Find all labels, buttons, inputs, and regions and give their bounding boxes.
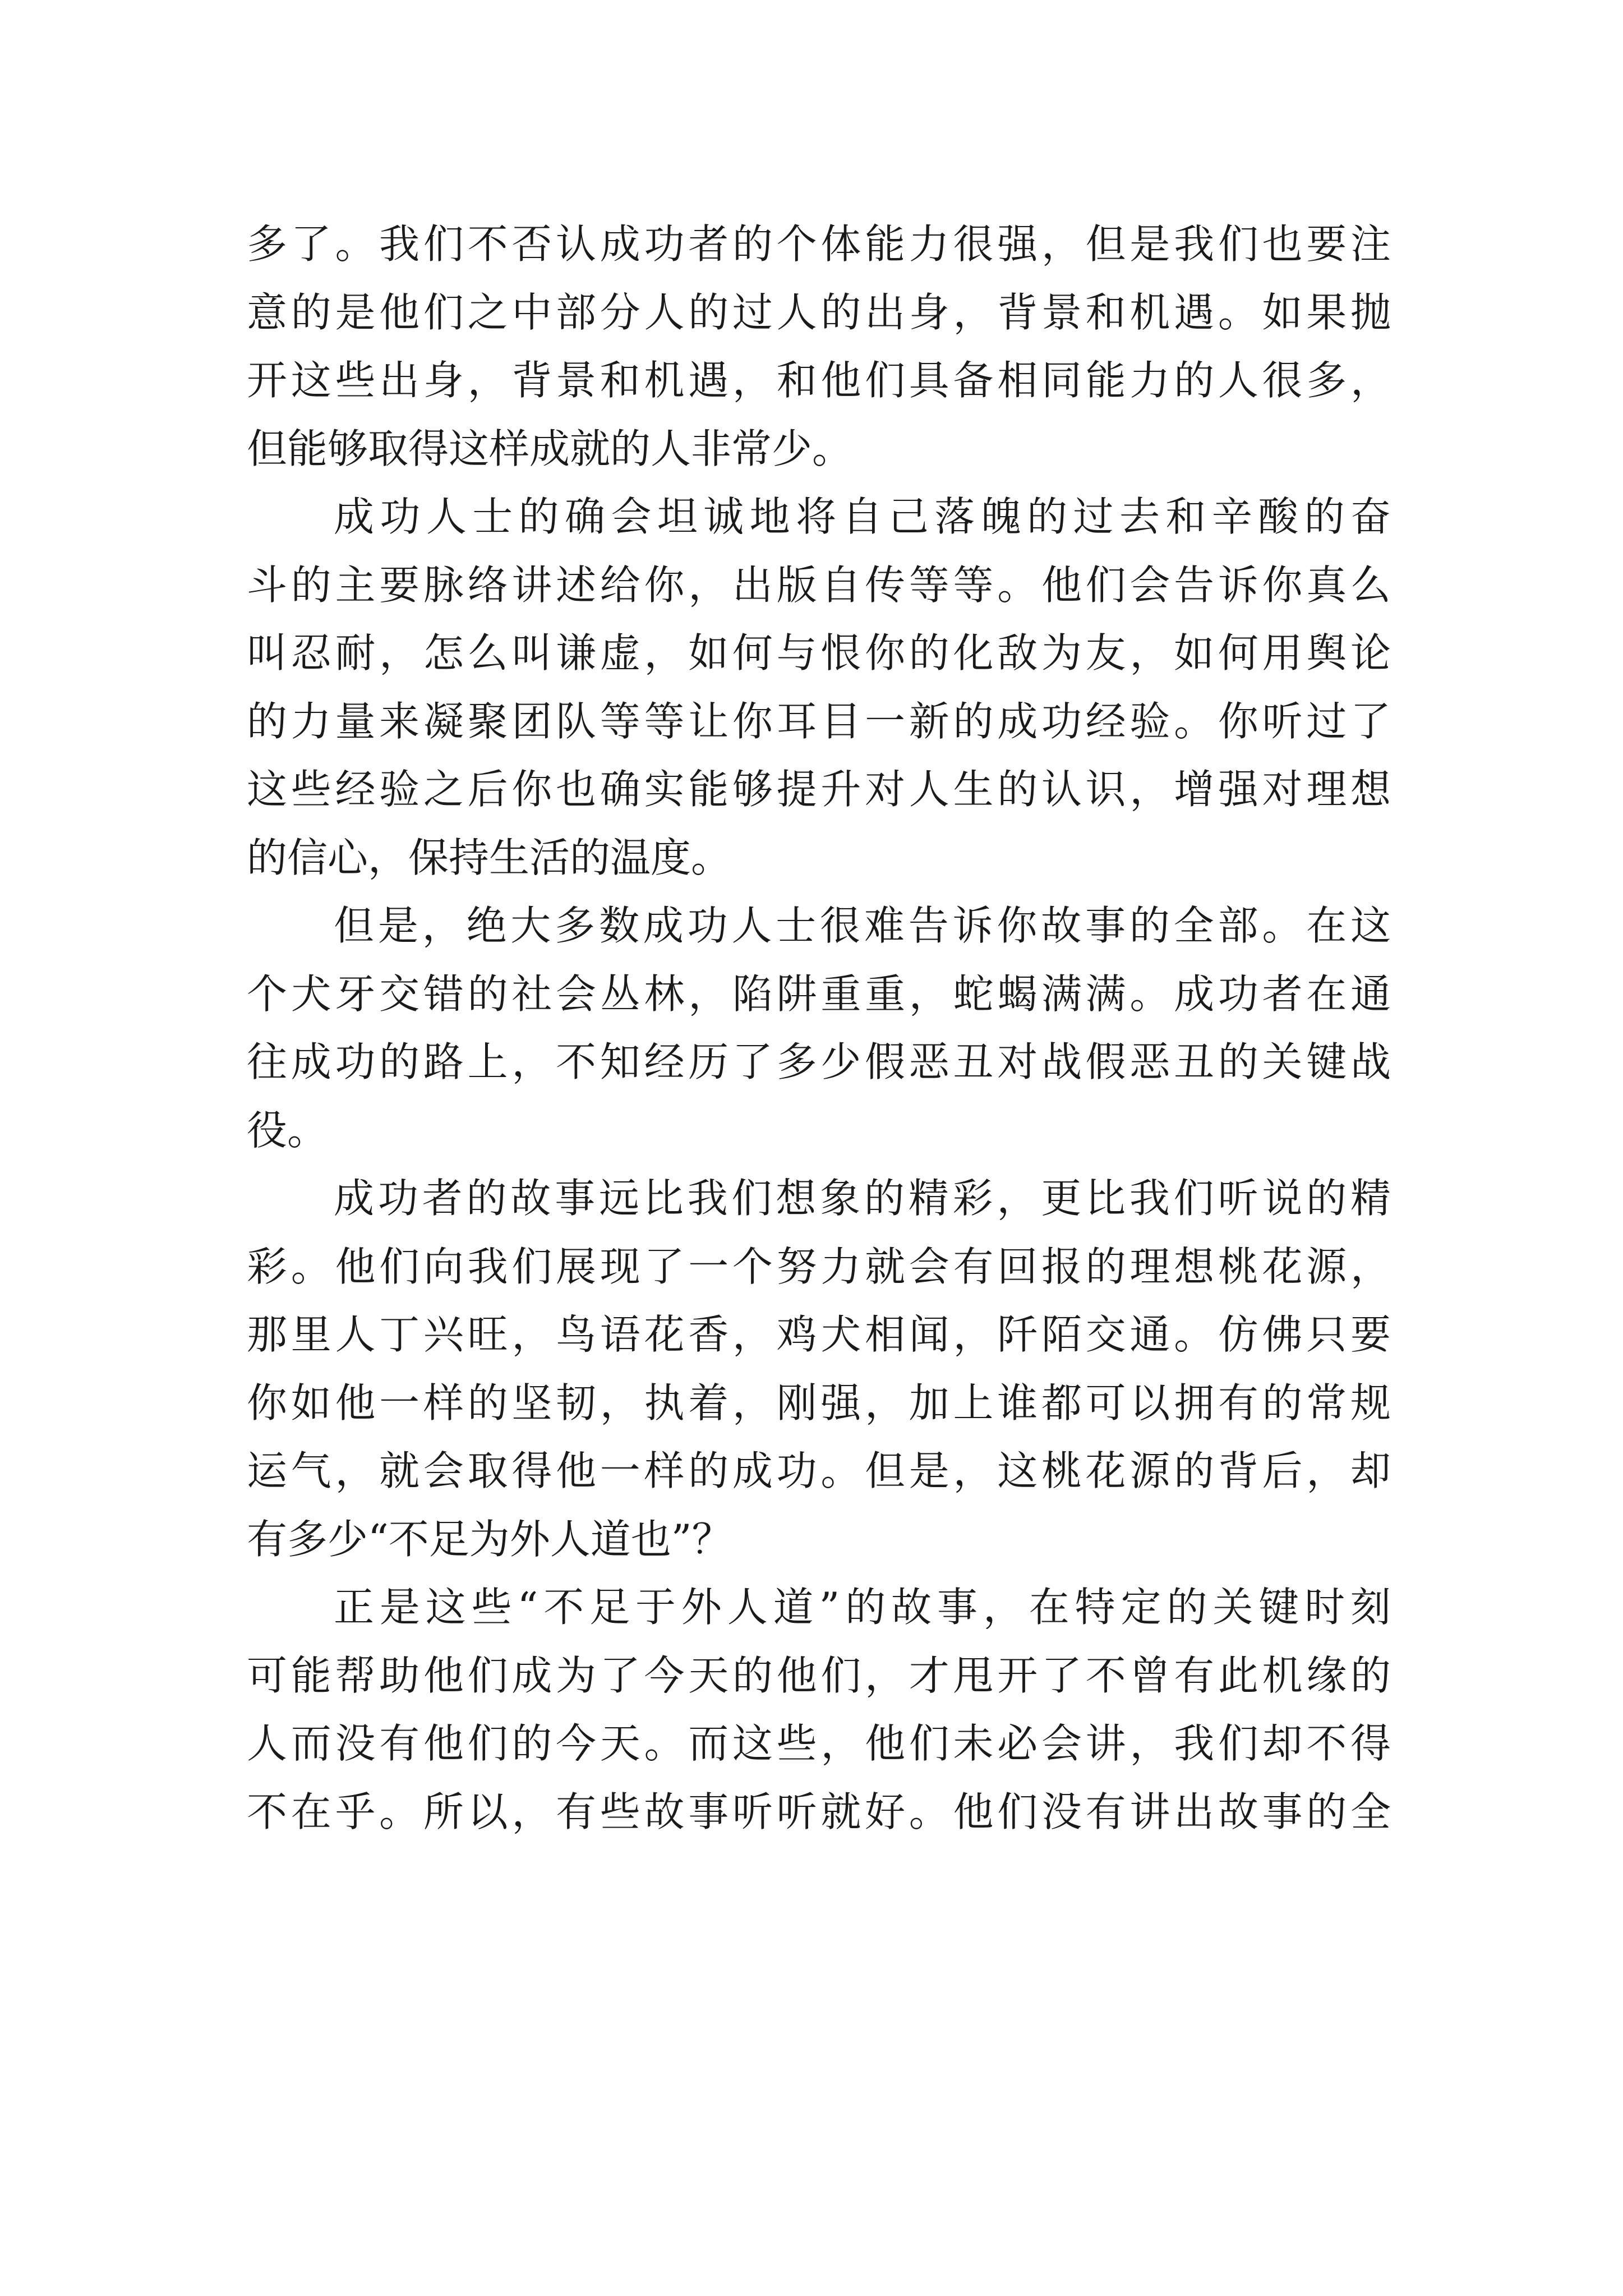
text-line: 役。 bbox=[247, 1107, 328, 1154]
text-line: 个犬牙交错的社会丛林，陷阱重重，蛇蝎满满。成功者在通 bbox=[247, 970, 1391, 1018]
text-line: 开这些出身，背景和机遇，和他们具备相同能力的人很多， bbox=[247, 357, 1391, 404]
text-line: 可能帮助他们成为了今天的他们，才甩开了不曾有此机缘的 bbox=[247, 1652, 1391, 1699]
text-line: 人而没有他们的今天。而这些，他们未必会讲，我们却不得 bbox=[247, 1720, 1391, 1767]
text-line: 有多少“不足为外人道也”？ bbox=[247, 1516, 732, 1563]
text-line: 不在乎。所以，有些故事听听就好。他们没有讲出故事的全 bbox=[247, 1788, 1391, 1835]
text-line: 你如他一样的坚韧，执着，刚强，加上谁都可以拥有的常规 bbox=[247, 1379, 1391, 1427]
text-line: 那里人丁兴旺，鸟语花香，鸡犬相闻，阡陌交通。仿佛只要 bbox=[247, 1311, 1391, 1358]
text-line: 成功人士的确会坦诚地将自己落魄的过去和辛酸的奋 bbox=[334, 493, 1391, 540]
text-line: 但是，绝大多数成功人士很难告诉你故事的全部。在这 bbox=[334, 902, 1391, 949]
text-line: 叫忍耐，怎么叫谦虚，如何与恨你的化敌为友，如何用舆论 bbox=[247, 629, 1391, 677]
text-line: 这些经验之后你也确实能够提升对人生的认识，增强对理想 bbox=[247, 766, 1391, 813]
text-line: 往成功的路上，不知经历了多少假恶丑对战假恶丑的关键战 bbox=[247, 1038, 1391, 1085]
text-line: 意的是他们之中部分人的过人的出身，背景和机遇。如果抛 bbox=[247, 289, 1391, 336]
text-line: 成功者的故事远比我们想象的精彩，更比我们听说的精 bbox=[334, 1175, 1391, 1222]
text-line: 多了。我们不否认成功者的个体能力很强，但是我们也要注 bbox=[247, 220, 1391, 268]
text-line: 的信心，保持生活的温度。 bbox=[247, 834, 732, 881]
text-line: 正是这些“不足于外人道”的故事，在特定的关键时刻 bbox=[334, 1584, 1391, 1631]
text-line: 运气，就会取得他一样的成功。但是，这桃花源的背后，却 bbox=[247, 1447, 1391, 1494]
text-line: 彩。他们向我们展现了一个努力就会有回报的理想桃花源， bbox=[247, 1243, 1391, 1290]
text-line: 但能够取得这样成就的人非常少。 bbox=[247, 425, 853, 472]
text-line: 的力量来凝聚团队等等让你耳目一新的成功经验。你听过了 bbox=[247, 698, 1391, 745]
text-line: 斗的主要脉络讲述给你，出版自传等等。他们会告诉你真么 bbox=[247, 562, 1391, 609]
